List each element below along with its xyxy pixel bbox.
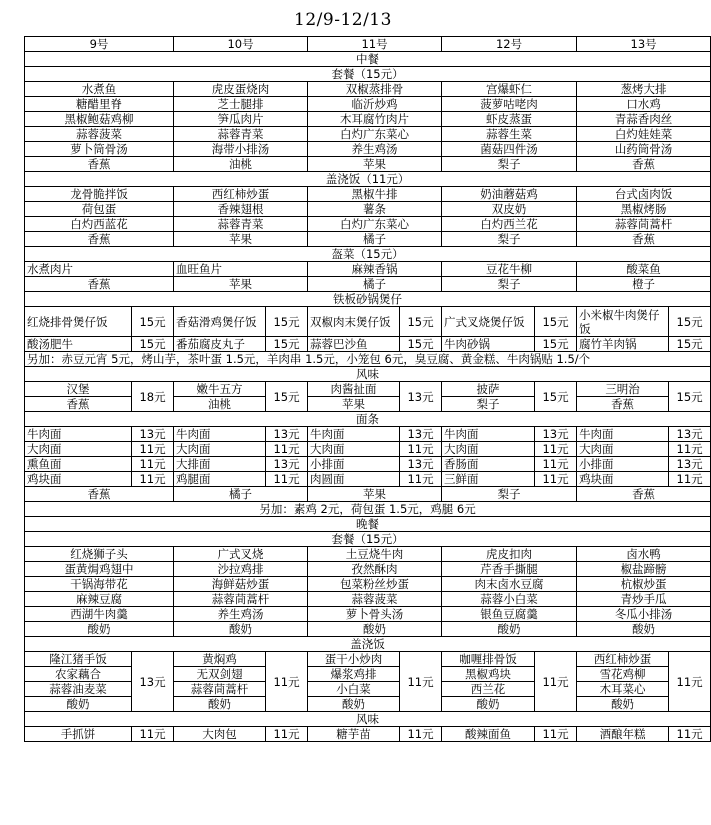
lunch-flavor-price: 18元	[132, 382, 174, 412]
dinner-setmeal-cell: 养生鸡汤	[174, 607, 308, 622]
noodles-price: 11元	[535, 472, 577, 487]
lunch-claypot-dish: 双椒肉末煲仔饭	[308, 307, 400, 337]
noodles-price: 11元	[132, 472, 174, 487]
lunch-claypot-dish: 腐竹羊肉锅	[577, 337, 669, 352]
noodles-price: 11元	[535, 457, 577, 472]
noodles-price: 13元	[400, 427, 442, 442]
lunch-claypot-price: 15元	[266, 307, 308, 337]
lunch-rice-cell: 香辣翅根	[174, 202, 308, 217]
lunch-claypot-price: 15元	[266, 337, 308, 352]
lunch-bowl-cell: 橙子	[577, 277, 711, 292]
lunch-rice-row	[25, 232, 711, 247]
lunch-rice-row	[25, 202, 711, 217]
dinner-rice-item: 酸奶	[442, 697, 535, 712]
dinner-setmeal-cell: 虎皮扣肉	[442, 547, 577, 562]
dinner-rice-row	[25, 682, 711, 697]
dinner-rice-item: 隆江猪手饭	[25, 652, 132, 667]
lunch-bowl-heading: 盔菜（15元）	[25, 247, 711, 262]
lunch-setmeal-cell: 青蒜香肉丝	[577, 112, 711, 127]
dinner-rice-price: 13元	[132, 652, 174, 712]
lunch-claypot-heading-row	[25, 292, 711, 307]
lunch-bowl-heading-row	[25, 247, 711, 262]
dinner-setmeal-cell: 蒜蓉茼蒿杆	[174, 592, 308, 607]
dinner-setmeal-cell: 包菜粉丝炒蛋	[308, 577, 442, 592]
day-header: 13号	[577, 37, 711, 52]
noodles-dish: 牛肉面	[577, 427, 669, 442]
lunch-bowl-row	[25, 262, 711, 277]
noodles-row	[25, 442, 711, 457]
dinner-flavor-price: 11元	[132, 727, 174, 742]
noodles-price: 11元	[400, 472, 442, 487]
noodles-price: 11元	[266, 442, 308, 457]
dinner-setmeal-cell: 酸奶	[25, 622, 174, 637]
dinner-setmeal-cell: 肉末卤水豆腐	[442, 577, 577, 592]
lunch-bowl-cell: 豆花牛柳	[442, 262, 577, 277]
day-header: 11号	[308, 37, 442, 52]
lunch-flavor-dish: 汉堡	[25, 382, 132, 397]
menu-table	[24, 36, 711, 742]
lunch-claypot-dish: 酸汤肥牛	[25, 337, 132, 352]
dinner-setmeal-row	[25, 562, 711, 577]
lunch-setmeal-cell: 虾皮蒸蛋	[442, 112, 577, 127]
day-header: 9号	[25, 37, 174, 52]
dinner-setmeal-row	[25, 607, 711, 622]
noodles-heading: 面条	[25, 412, 711, 427]
dinner-rice-item: 西红柿炒蛋	[577, 652, 669, 667]
dinner-flavor-row	[25, 727, 711, 742]
lunch-claypot-heading: 铁板砂锅煲仔	[25, 292, 711, 307]
lunch-claypot-dish: 牛肉砂锅	[442, 337, 535, 352]
dinner-flavor-heading: 风味	[25, 712, 711, 727]
lunch-flavor-fruit: 梨子	[442, 397, 535, 412]
noodles-price: 13元	[669, 457, 711, 472]
lunch-flavor-fruit: 香蕉	[577, 397, 669, 412]
noodles-dish: 肉圆面	[308, 472, 400, 487]
lunch-heading: 中餐	[25, 52, 711, 67]
dinner-setmeal-cell: 干锅海带花	[25, 577, 174, 592]
noodles-price: 13元	[132, 427, 174, 442]
noodles-price: 11元	[669, 472, 711, 487]
dinner-heading-row	[25, 517, 711, 532]
lunch-setmeal-cell: 蒜蓉青菜	[174, 127, 308, 142]
lunch-rice-row	[25, 187, 711, 202]
lunch-rice-heading: 盖浇饭（11元）	[25, 172, 711, 187]
dinner-setmeal-row	[25, 577, 711, 592]
lunch-rice-cell: 白灼西蓝花	[25, 217, 174, 232]
lunch-claypot-price: 15元	[400, 307, 442, 337]
lunch-rice-cell: 奶油蘑菇鸡	[442, 187, 577, 202]
lunch-rice-heading-row	[25, 172, 711, 187]
dinner-rice-item: 黄焖鸡	[174, 652, 266, 667]
dinner-rice-item: 雪花鸡柳	[577, 667, 669, 682]
lunch-setmeal-cell: 苹果	[308, 157, 442, 172]
noodles-dish: 牛肉面	[442, 427, 535, 442]
lunch-setmeal-cell: 糖醋里脊	[25, 97, 174, 112]
dinner-setmeal-cell: 青炒手瓜	[577, 592, 711, 607]
dinner-rice-price: 11元	[266, 652, 308, 712]
noodles-dish: 鸡块面	[577, 472, 669, 487]
noodles-dish: 大肉面	[25, 442, 132, 457]
lunch-rice-row	[25, 217, 711, 232]
lunch-claypot-note-row	[25, 352, 711, 367]
lunch-setmeal-cell: 临沂炒鸡	[308, 97, 442, 112]
noodles-fruit: 香蕉	[577, 487, 711, 502]
lunch-rice-cell: 白灼广东菜心	[308, 217, 442, 232]
lunch-rice-cell: 橘子	[308, 232, 442, 247]
lunch-bowl-cell: 梨子	[442, 277, 577, 292]
dinner-rice-item: 酸奶	[25, 697, 132, 712]
noodles-price: 13元	[266, 457, 308, 472]
dinner-flavor-dish: 酒酿年糕	[577, 727, 669, 742]
lunch-flavor-dish: 肉酱扯面	[308, 382, 400, 397]
lunch-flavor-row	[25, 397, 711, 412]
lunch-setmeal-cell: 蒜蓉菠菜	[25, 127, 174, 142]
noodles-dish: 牛肉面	[308, 427, 400, 442]
lunch-rice-cell: 黑椒烤肠	[577, 202, 711, 217]
lunch-rice-cell: 香蕉	[577, 232, 711, 247]
lunch-setmeal-cell: 海带小排汤	[174, 142, 308, 157]
dinner-rice-item: 爆浆鸡排	[308, 667, 400, 682]
dinner-setmeal-cell: 银鱼豆腐羹	[442, 607, 577, 622]
lunch-setmeal-row	[25, 82, 711, 97]
lunch-rice-cell: 薯条	[308, 202, 442, 217]
dinner-setmeal-cell: 蒜蓉小白菜	[442, 592, 577, 607]
noodles-price: 11元	[669, 442, 711, 457]
lunch-rice-cell: 香蕉	[25, 232, 174, 247]
lunch-flavor-price: 15元	[669, 382, 711, 412]
dinner-setmeal-cell: 芹香手撕腿	[442, 562, 577, 577]
lunch-setmeal-cell: 虎皮蛋烧肉	[174, 82, 308, 97]
noodles-price: 13元	[266, 427, 308, 442]
dinner-flavor-dish: 酸辣面鱼	[442, 727, 535, 742]
dinner-flavor-price: 11元	[535, 727, 577, 742]
dinner-heading: 晚餐	[25, 517, 711, 532]
lunch-heading-row	[25, 52, 711, 67]
lunch-setmeal-cell: 口水鸡	[577, 97, 711, 112]
lunch-flavor-price: 15元	[535, 382, 577, 412]
lunch-bowl-cell: 血旺鱼片	[174, 262, 308, 277]
dinner-setmeal-cell: 卤水鸭	[577, 547, 711, 562]
dinner-rice-price: 11元	[535, 652, 577, 712]
lunch-setmeal-heading: 套餐（15元）	[25, 67, 711, 82]
lunch-setmeal-cell: 水煮鱼	[25, 82, 174, 97]
noodles-dish: 大排面	[174, 457, 266, 472]
lunch-flavor-price: 15元	[266, 382, 308, 412]
dinner-setmeal-heading-row	[25, 532, 711, 547]
dinner-flavor-dish: 手抓饼	[25, 727, 132, 742]
lunch-flavor-fruit: 油桃	[174, 397, 266, 412]
noodles-row	[25, 457, 711, 472]
lunch-bowl-cell: 苹果	[174, 277, 308, 292]
lunch-rice-cell: 双皮奶	[442, 202, 577, 217]
lunch-setmeal-cell: 木耳腐竹肉片	[308, 112, 442, 127]
dinner-rice-item: 酸奶	[308, 697, 400, 712]
lunch-rice-cell: 白灼西兰花	[442, 217, 577, 232]
lunch-setmeal-cell: 菠萝咕咾肉	[442, 97, 577, 112]
dinner-rice-item: 酸奶	[174, 697, 266, 712]
noodles-dish: 鸡腿面	[174, 472, 266, 487]
lunch-claypot-price: 15元	[132, 307, 174, 337]
dinner-rice-item: 蛋干小炒肉	[308, 652, 400, 667]
noodles-fruit-row	[25, 487, 711, 502]
lunch-bowl-row	[25, 277, 711, 292]
dinner-flavor-dish: 糖芋苗	[308, 727, 400, 742]
lunch-claypot-note: 另加：赤豆元宵 5元，烤山芋，茶叶蛋 1.5元，羊肉串 1.5元，小笼包 6元，臭豆腐、黄金糕、牛肉锅贴 1.5/个	[25, 352, 711, 367]
lunch-flavor-price: 13元	[400, 382, 442, 412]
lunch-setmeal-cell: 油桃	[174, 157, 308, 172]
dinner-setmeal-cell: 酸奶	[308, 622, 442, 637]
lunch-rice-cell: 苹果	[174, 232, 308, 247]
noodles-price: 11元	[266, 472, 308, 487]
lunch-setmeal-cell: 白灼娃娃菜	[577, 127, 711, 142]
lunch-flavor-dish: 嫩牛五方	[174, 382, 266, 397]
dinner-rice-row	[25, 697, 711, 712]
dinner-rice-row	[25, 667, 711, 682]
dinner-rice-item: 咖喱排骨饭	[442, 652, 535, 667]
lunch-flavor-heading: 风味	[25, 367, 711, 382]
dinner-flavor-dish: 大肉包	[174, 727, 266, 742]
lunch-flavor-dish: 披萨	[442, 382, 535, 397]
dinner-setmeal-cell: 酸奶	[577, 622, 711, 637]
lunch-bowl-cell: 橘子	[308, 277, 442, 292]
lunch-setmeal-row	[25, 112, 711, 127]
lunch-claypot-price: 15元	[132, 337, 174, 352]
dinner-setmeal-row	[25, 622, 711, 637]
dinner-setmeal-cell: 椒盐蹄髈	[577, 562, 711, 577]
noodles-dish: 大肉面	[174, 442, 266, 457]
noodles-dish: 鸡块面	[25, 472, 132, 487]
lunch-setmeal-cell: 芝士腿排	[174, 97, 308, 112]
noodles-dish: 熏鱼面	[25, 457, 132, 472]
lunch-claypot-dish: 红烧排骨煲仔饭	[25, 307, 132, 337]
lunch-setmeal-cell: 黑椒鲍菇鸡柳	[25, 112, 174, 127]
noodles-price: 11元	[400, 442, 442, 457]
noodles-dish: 三鲜面	[442, 472, 535, 487]
dinner-rice-heading: 盖浇饭	[25, 637, 711, 652]
noodles-price: 13元	[535, 427, 577, 442]
lunch-claypot-dish: 蒜蓉巴沙鱼	[308, 337, 400, 352]
dinner-setmeal-heading: 套餐（15元）	[25, 532, 711, 547]
dinner-setmeal-row	[25, 592, 711, 607]
lunch-claypot-dish: 香菇滑鸡煲仔饭	[174, 307, 266, 337]
noodles-fruit: 香蕉	[25, 487, 174, 502]
lunch-bowl-cell: 麻辣香锅	[308, 262, 442, 277]
lunch-claypot-dish: 番茄腐皮丸子	[174, 337, 266, 352]
noodles-dish: 小排面	[308, 457, 400, 472]
day-header-row	[25, 37, 711, 52]
lunch-claypot-dish: 广式叉烧煲仔饭	[442, 307, 535, 337]
lunch-setmeal-cell: 白灼广东菜心	[308, 127, 442, 142]
dinner-rice-row	[25, 652, 711, 667]
noodles-price: 13元	[400, 457, 442, 472]
lunch-setmeal-cell: 养生鸡汤	[308, 142, 442, 157]
dinner-setmeal-row	[25, 547, 711, 562]
noodles-dish: 牛肉面	[25, 427, 132, 442]
dinner-rice-item: 农家藕合	[25, 667, 132, 682]
noodles-fruit: 苹果	[308, 487, 442, 502]
dinner-setmeal-cell: 酸奶	[174, 622, 308, 637]
lunch-setmeal-row	[25, 127, 711, 142]
noodles-price: 11元	[132, 457, 174, 472]
lunch-rice-cell: 龙骨脆拌饭	[25, 187, 174, 202]
noodles-price: 11元	[132, 442, 174, 457]
dinner-setmeal-cell: 蛋黄焗鸡翅中	[25, 562, 174, 577]
noodles-dish: 小排面	[577, 457, 669, 472]
dinner-setmeal-cell: 孜然酥肉	[308, 562, 442, 577]
lunch-rice-cell: 蒜蓉青菜	[174, 217, 308, 232]
lunch-claypot-price: 15元	[535, 307, 577, 337]
lunch-setmeal-cell: 宫爆虾仁	[442, 82, 577, 97]
dinner-rice-heading-row	[25, 637, 711, 652]
noodles-price: 11元	[535, 442, 577, 457]
lunch-setmeal-cell: 蒜蓉生菜	[442, 127, 577, 142]
dinner-setmeal-cell: 酸奶	[442, 622, 577, 637]
lunch-setmeal-cell: 葱烤大排	[577, 82, 711, 97]
lunch-flavor-dish: 三明治	[577, 382, 669, 397]
lunch-claypot-row	[25, 307, 711, 337]
lunch-claypot-dish: 小米椒牛肉煲仔饭	[577, 307, 669, 337]
dinner-flavor-price: 11元	[266, 727, 308, 742]
noodles-fruit: 梨子	[442, 487, 577, 502]
lunch-rice-cell: 梨子	[442, 232, 577, 247]
lunch-setmeal-cell: 笋瓜肉片	[174, 112, 308, 127]
day-header: 12号	[442, 37, 577, 52]
lunch-setmeal-row	[25, 97, 711, 112]
lunch-rice-cell: 蒜蓉茼蒿杆	[577, 217, 711, 232]
dinner-setmeal-cell: 杭椒炒蛋	[577, 577, 711, 592]
noodles-heading-row	[25, 412, 711, 427]
lunch-setmeal-cell: 山药筒骨汤	[577, 142, 711, 157]
lunch-setmeal-row	[25, 157, 711, 172]
dinner-rice-item: 酸奶	[577, 697, 669, 712]
dinner-rice-item: 蒜蓉油麦菜	[25, 682, 132, 697]
lunch-claypot-row	[25, 337, 711, 352]
dinner-flavor-price: 11元	[669, 727, 711, 742]
dinner-setmeal-cell: 土豆烧牛肉	[308, 547, 442, 562]
dinner-setmeal-cell: 萝卜骨头汤	[308, 607, 442, 622]
lunch-bowl-cell: 香蕉	[25, 277, 174, 292]
lunch-claypot-price: 15元	[669, 337, 711, 352]
lunch-setmeal-cell: 香蕉	[25, 157, 174, 172]
lunch-rice-cell: 黑椒牛排	[308, 187, 442, 202]
dinner-rice-item: 黑椒鸡块	[442, 667, 535, 682]
lunch-flavor-fruit: 香蕉	[25, 397, 132, 412]
noodles-row	[25, 472, 711, 487]
dinner-setmeal-cell: 红烧狮子头	[25, 547, 174, 562]
dinner-setmeal-cell: 麻辣豆腐	[25, 592, 174, 607]
dinner-setmeal-cell: 蒜蓉菠菜	[308, 592, 442, 607]
lunch-flavor-heading-row	[25, 367, 711, 382]
lunch-claypot-price: 15元	[400, 337, 442, 352]
noodles-dish: 牛肉面	[174, 427, 266, 442]
noodles-row	[25, 427, 711, 442]
lunch-rice-cell: 西红柿炒蛋	[174, 187, 308, 202]
dinner-rice-item: 西兰花	[442, 682, 535, 697]
dinner-setmeal-cell: 海鲜菇炒蛋	[174, 577, 308, 592]
lunch-setmeal-row	[25, 142, 711, 157]
lunch-claypot-price: 15元	[669, 307, 711, 337]
noodles-note: 另加：素鸡 2元，荷包蛋 1.5元，鸡腿 6元	[25, 502, 711, 517]
noodles-fruit: 橘子	[174, 487, 308, 502]
noodles-dish: 香肠面	[442, 457, 535, 472]
noodles-dish: 大肉面	[577, 442, 669, 457]
lunch-setmeal-heading-row	[25, 67, 711, 82]
lunch-rice-cell: 荷包蛋	[25, 202, 174, 217]
dinner-setmeal-cell: 冬瓜小排汤	[577, 607, 711, 622]
lunch-setmeal-cell: 双椒蒸排骨	[308, 82, 442, 97]
day-header: 10号	[174, 37, 308, 52]
noodles-dish: 大肉面	[442, 442, 535, 457]
lunch-setmeal-cell: 萝卜筒骨汤	[25, 142, 174, 157]
lunch-setmeal-cell: 菌菇四件汤	[442, 142, 577, 157]
menu-title: 12/9-12/13	[294, 10, 392, 30]
noodles-dish: 大肉面	[308, 442, 400, 457]
dinner-setmeal-cell: 西湖牛肉羹	[25, 607, 174, 622]
lunch-bowl-cell: 酸菜鱼	[577, 262, 711, 277]
lunch-bowl-cell: 水煮肉片	[25, 262, 174, 277]
lunch-rice-cell: 台式卤肉饭	[577, 187, 711, 202]
noodles-price: 13元	[669, 427, 711, 442]
dinner-setmeal-cell: 沙拉鸡排	[174, 562, 308, 577]
dinner-rice-price: 11元	[669, 652, 711, 712]
lunch-claypot-price: 15元	[535, 337, 577, 352]
dinner-rice-price: 11元	[400, 652, 442, 712]
noodles-note-row	[25, 502, 711, 517]
dinner-rice-item: 小白菜	[308, 682, 400, 697]
lunch-setmeal-cell: 梨子	[442, 157, 577, 172]
dinner-flavor-price: 11元	[400, 727, 442, 742]
dinner-setmeal-cell: 广式叉烧	[174, 547, 308, 562]
lunch-setmeal-cell: 香蕉	[577, 157, 711, 172]
lunch-flavor-fruit: 苹果	[308, 397, 400, 412]
dinner-flavor-heading-row	[25, 712, 711, 727]
dinner-rice-item: 蒜蓉茼蒿杆	[174, 682, 266, 697]
dinner-rice-item: 无双剑翅	[174, 667, 266, 682]
lunch-flavor-row	[25, 382, 711, 397]
dinner-rice-item: 木耳菜心	[577, 682, 669, 697]
